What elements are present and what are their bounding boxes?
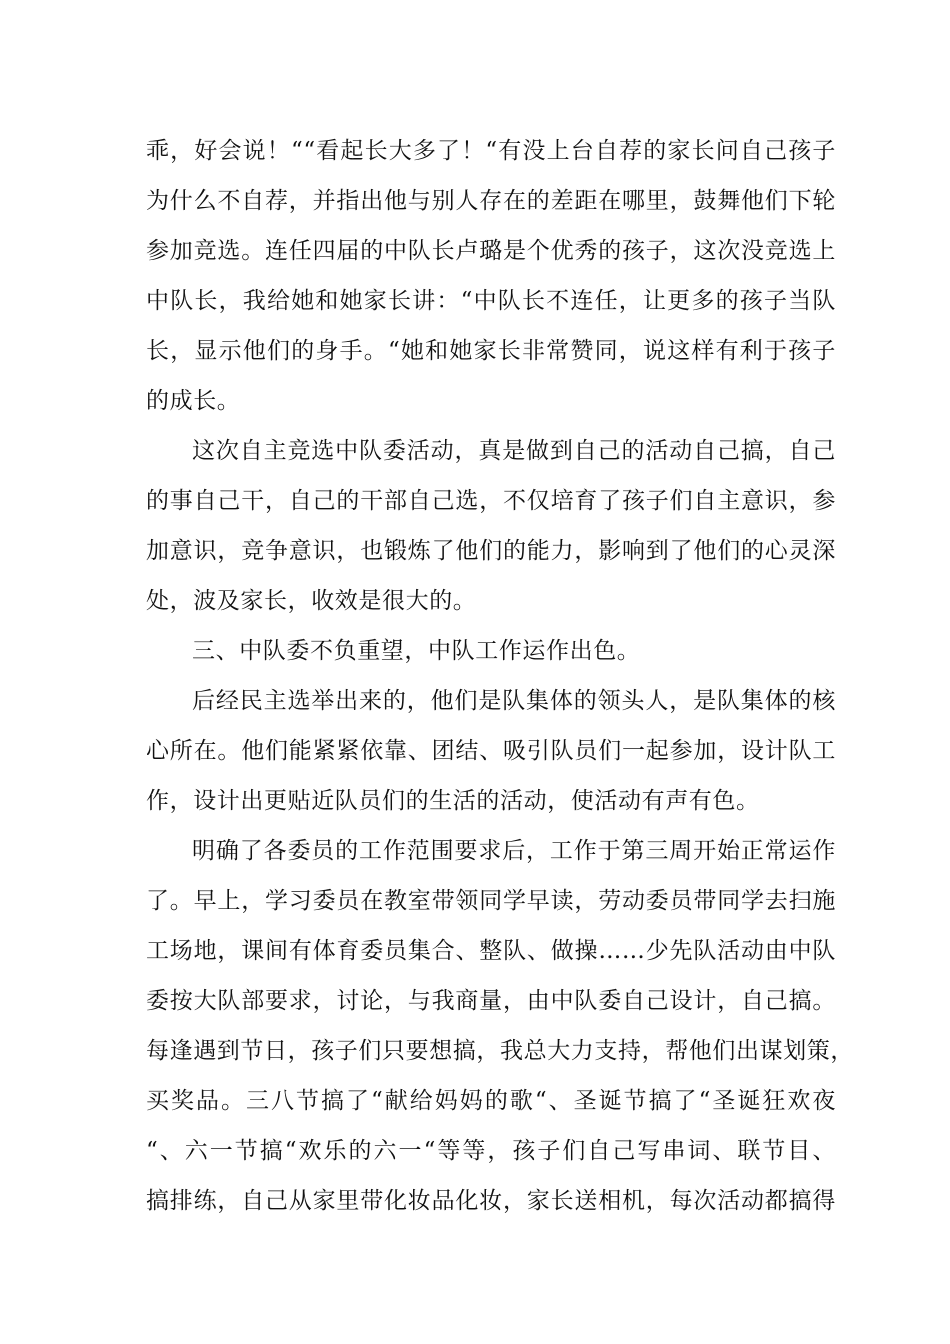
text-line: 搞排练，自己从家里带化妆品化妆，家长送相机，每次活动都搞得 bbox=[146, 1188, 836, 1214]
text-line: “、六一节搞“欢乐的六一“等等，孩子们自己写串词、联节目、 bbox=[146, 1138, 836, 1164]
text-line: 每逢遇到节日，孩子们只要想搞，我总大力支持，帮他们出谋划策， bbox=[146, 1038, 854, 1064]
text-line: 处，波及家长，收效是很大的。 bbox=[146, 588, 477, 614]
paragraph-first-line: 后经民主选举出来的，他们是队集体的领头人，是队集体的核 bbox=[192, 688, 836, 714]
text-line: 的成长。 bbox=[146, 388, 241, 414]
text-line: 买奖品。三八节搞了“献给妈妈的歌“、圣诞节搞了“圣诞狂欢夜 bbox=[146, 1088, 836, 1114]
paragraph-first-line: 明确了各委员的工作范围要求后，工作于第三周开始正常运作 bbox=[192, 838, 836, 864]
section-heading: 三、中队委不负重望，中队工作运作出色。 bbox=[192, 638, 641, 664]
text-line: 为什么不自荐，并指出他与别人存在的差距在哪里，鼓舞他们下轮 bbox=[146, 188, 836, 214]
text-line: 工场地，课间有体育委员集合、整队、做操……少先队活动由中队 bbox=[146, 938, 836, 964]
text-line: 心所在。他们能紧紧依靠、团结、吸引队员们一起参加，设计队工 bbox=[146, 738, 836, 764]
text-line: 中队长，我给她和她家长讲：“中队长不连任，让更多的孩子当队 bbox=[146, 288, 836, 314]
text-line: 加意识，竞争意识，也锻炼了他们的能力，影响到了他们的心灵深 bbox=[146, 538, 836, 564]
text-line: 参加竞选。连任四届的中队长卢璐是个优秀的孩子，这次没竞选上 bbox=[146, 238, 836, 264]
text-line: 乖，好会说！““看起长大多了！“有没上台自荐的家长问自己孩子 bbox=[146, 138, 836, 164]
text-line: 长，显示他们的身手。“她和她家长非常赞同，说这样有利于孩子 bbox=[146, 338, 836, 364]
paragraph-first-line: 这次自主竞选中队委活动，真是做到自己的活动自己搞，自己 bbox=[192, 438, 836, 464]
text-line: 委按大队部要求，讨论，与我商量，由中队委自己设计，自己搞。 bbox=[146, 988, 836, 1014]
text-line: 的事自己干，自己的干部自己选，不仅培育了孩子们自主意识，参 bbox=[146, 488, 836, 514]
text-line: 作，设计出更贴近队员们的生活的活动，使活动有声有色。 bbox=[146, 788, 760, 814]
text-line: 了。早上，学习委员在教室带领同学早读，劳动委员带同学去扫施 bbox=[146, 888, 836, 914]
